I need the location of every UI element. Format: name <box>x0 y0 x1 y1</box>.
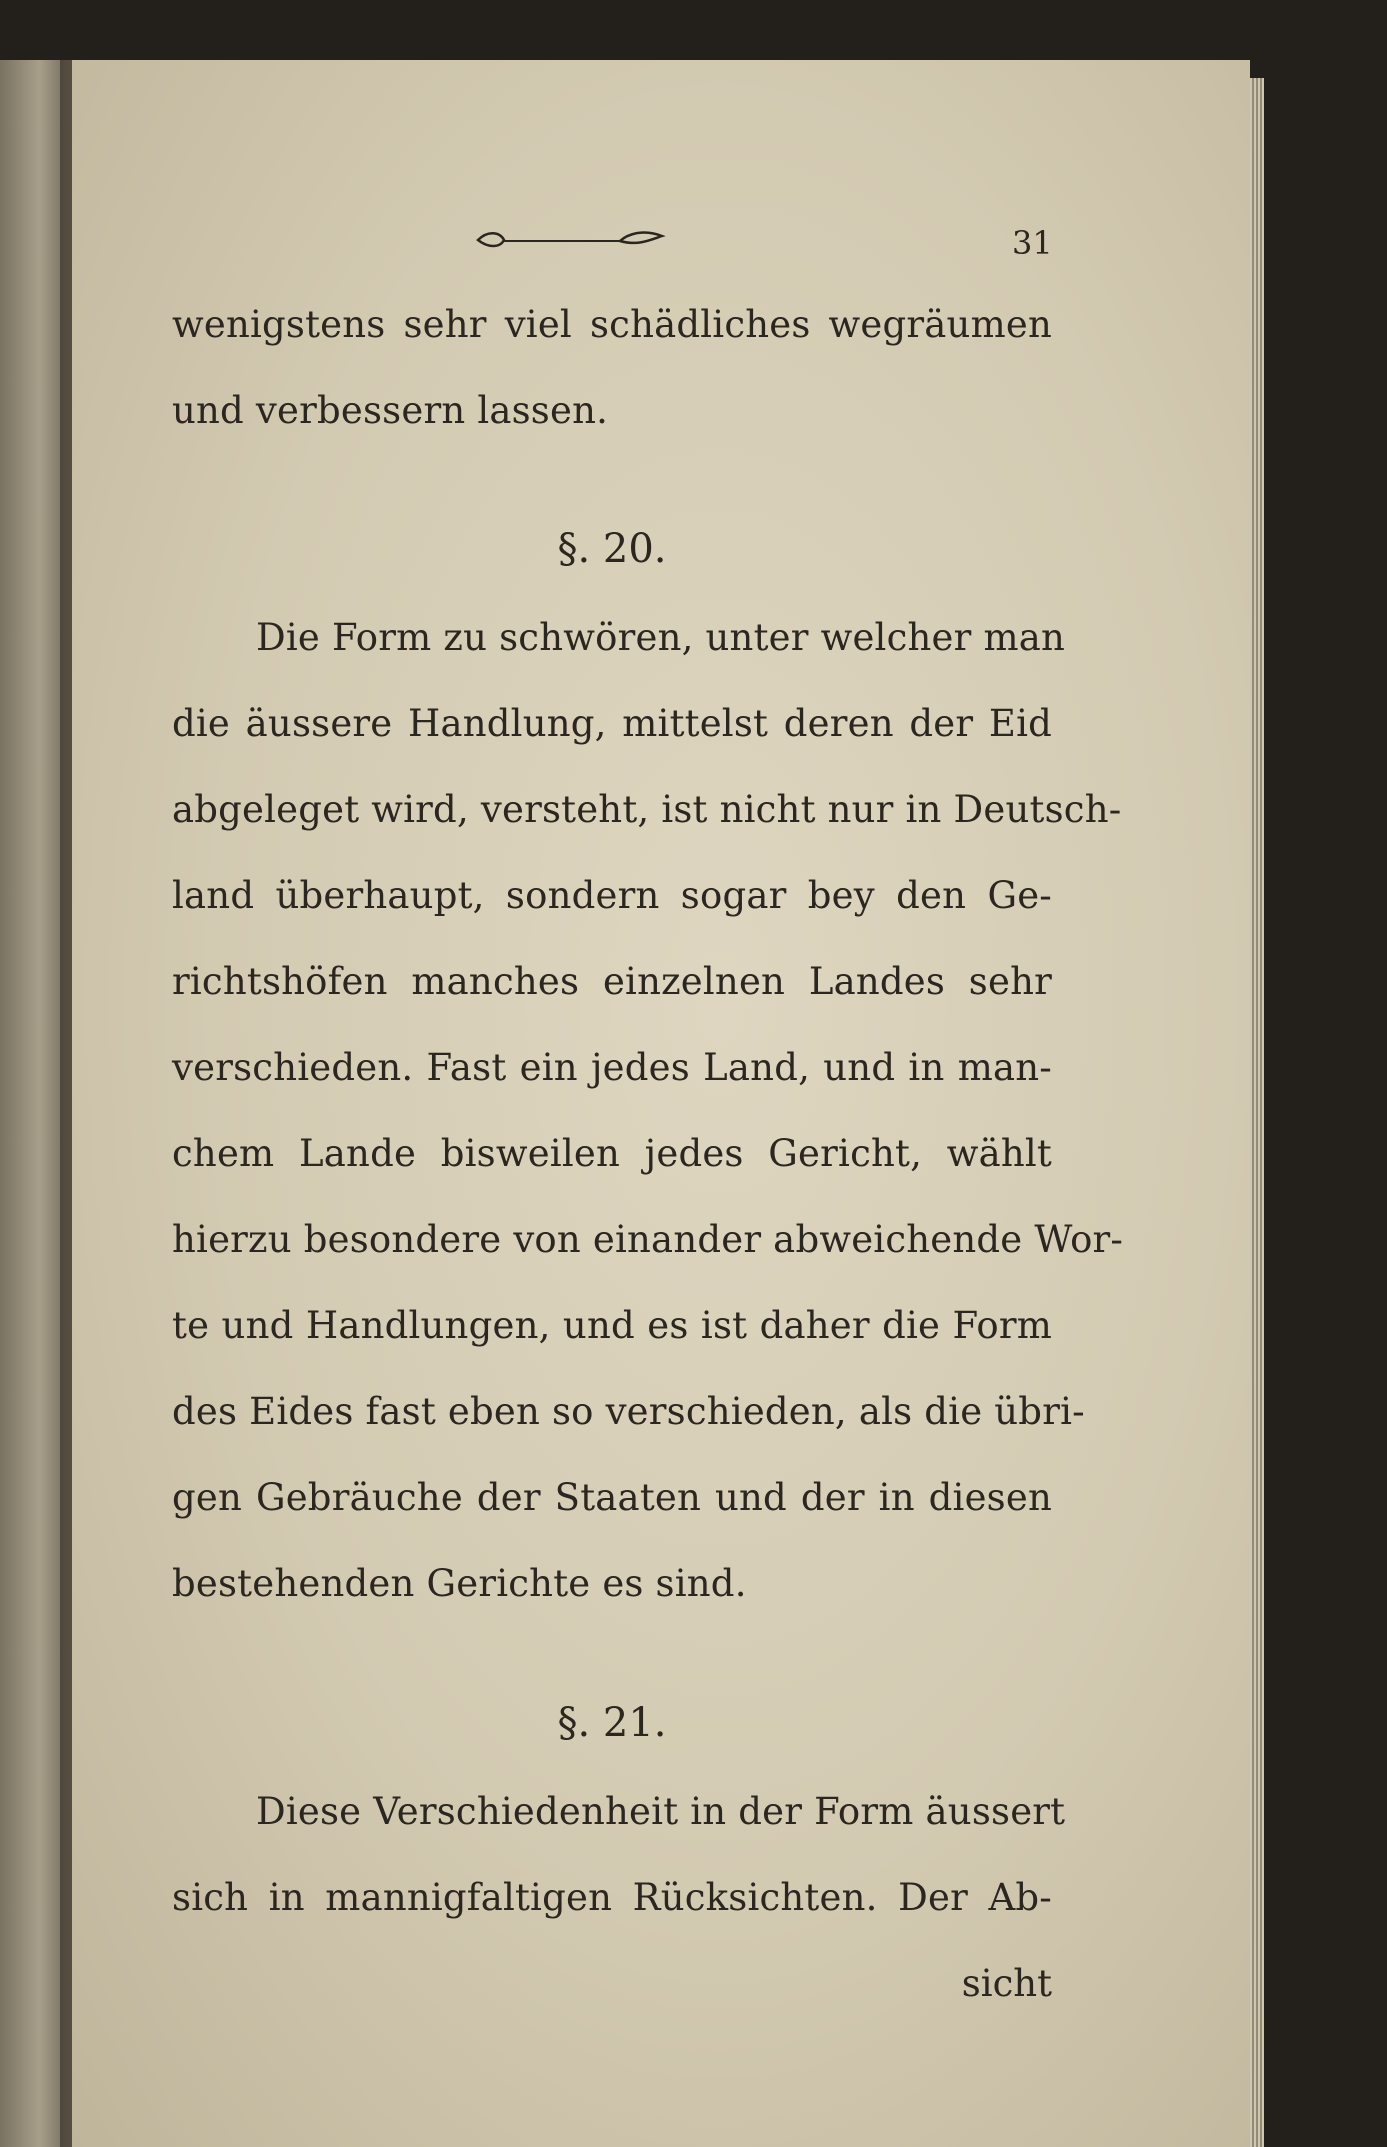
text-line: abgeleget wird, versteht, ist nicht nur in Deutsch- <box>172 788 1122 831</box>
text-line: te und Handlungen, und es ist daher die Form <box>172 1304 1052 1347</box>
text-line: verschieden. Fast ein jedes Land, und in man- <box>172 1046 1052 1089</box>
text-line: des Eides fast eben so verschieden, als die übri- <box>172 1390 1085 1433</box>
catchword: sicht <box>961 1962 1052 2005</box>
text-line: land überhaupt, sondern sogar bey den Ge- <box>172 874 1052 917</box>
text-line: wenigstens sehr viel schädliches wegräumen <box>172 303 1052 346</box>
text-line: sich in mannigfaltigen Rücksichten. Der Ab- <box>172 1876 1052 1919</box>
page-stack-edge <box>1250 78 1264 2147</box>
ornament-rule-icon <box>470 226 670 256</box>
text-line: richtshöfen manches einzelnen Landes sehr <box>172 960 1052 1003</box>
text-line: die äussere Handlung, mittelst deren der Eid <box>172 702 1052 745</box>
text-line: hierzu besondere von einander abweichende Wor- <box>172 1218 1124 1261</box>
text-line: und verbessern lassen. <box>172 389 609 432</box>
text-line: chem Lande bisweilen jedes Gericht, wählt <box>172 1132 1052 1175</box>
page-number: 31 <box>1012 224 1053 262</box>
section-heading: §. 20. <box>557 526 667 572</box>
section-heading: §. 21. <box>557 1700 667 1746</box>
text-line: Diese Verschiedenheit in der Form äussert <box>256 1790 1066 1833</box>
text-line: Die Form zu schwören, unter welcher man <box>256 616 1066 659</box>
text-line: gen Gebräuche der Staaten und der in diesen <box>172 1476 1052 1519</box>
text-line: bestehenden Gerichte es sind. <box>172 1562 747 1605</box>
